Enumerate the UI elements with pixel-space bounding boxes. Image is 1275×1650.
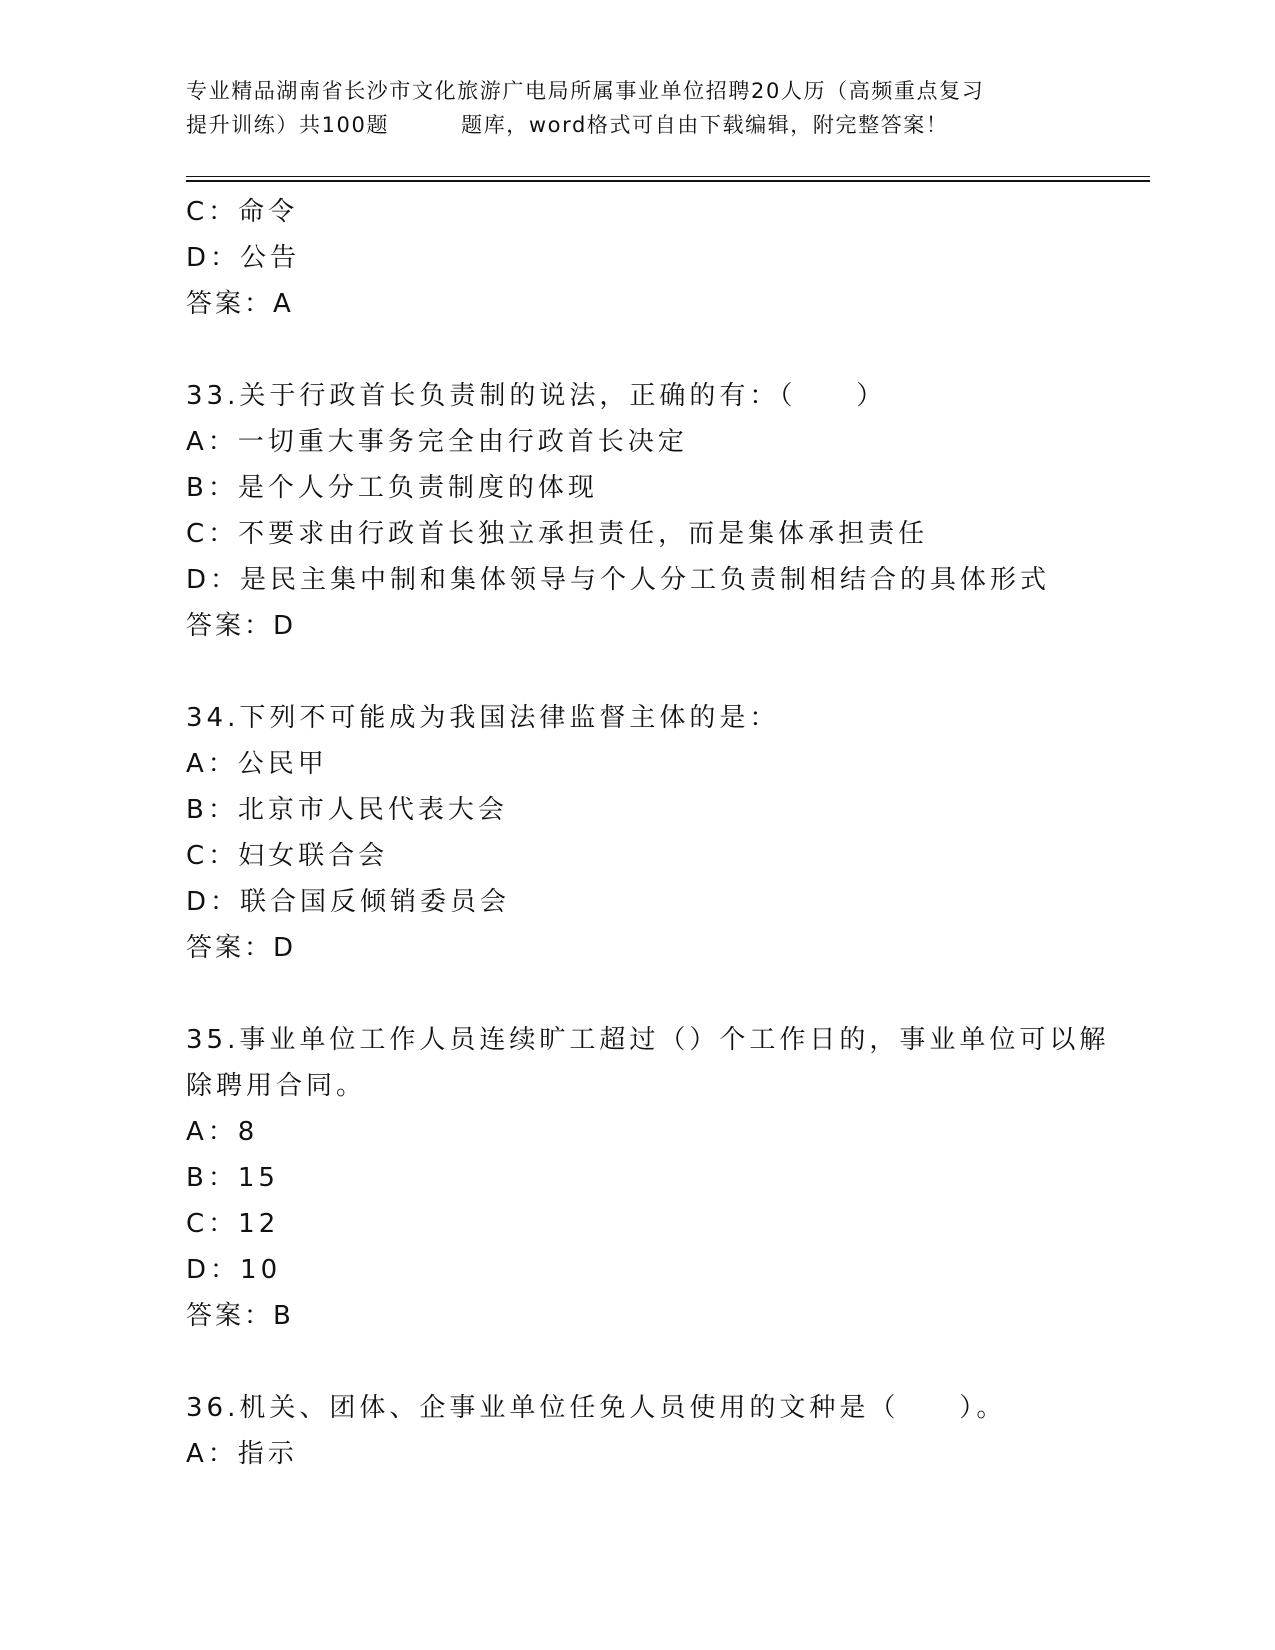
question-32-continued	[186, 189, 1086, 327]
option-c: C：12	[186, 1209, 280, 1239]
option-a: A：指示	[186, 1439, 298, 1469]
header-title-line-2-part-b: 题库，word格式可自由下载编辑，附完整答案！	[461, 113, 949, 137]
header-divider-thick	[186, 180, 1150, 182]
question-stem: 33.关于行政首长负责制的说法，正确的有：（ ）	[186, 381, 887, 411]
option-d: D：公告	[186, 243, 301, 273]
option-c: C：命令	[186, 197, 299, 227]
question-gap	[186, 649, 1086, 695]
question-gap	[186, 327, 1086, 373]
answer-line: 答案：D	[186, 611, 297, 641]
document-header	[186, 74, 1086, 142]
question-33	[186, 373, 1086, 649]
question-gap	[186, 971, 1086, 1017]
option-a: A：公民甲	[186, 749, 328, 779]
question-35	[186, 1017, 1110, 1339]
answer-line: 答案：D	[186, 933, 297, 963]
option-b: B：15	[186, 1163, 279, 1193]
question-36	[186, 1385, 1086, 1477]
option-d: D：是民主集中制和集体领导与个人分工负责制相结合的具体形式	[186, 565, 1051, 595]
answer-line: 答案：B	[186, 1301, 294, 1331]
header-divider-thin	[186, 176, 1150, 177]
option-b: B：是个人分工负责制度的体现	[186, 473, 598, 503]
option-c: C：妇女联合会	[186, 841, 389, 871]
question-gap	[186, 1339, 1086, 1385]
header-title-line-2-part-a: 提升训练）共100题	[186, 113, 390, 137]
option-c: C：不要求由行政首长独立承担责任，而是集体承担责任	[186, 519, 929, 549]
question-stem-line-1: 35.事业单位工作人员连续旷工超过（）个工作日的，事业单位可以解	[186, 1025, 1110, 1055]
option-a: A：一切重大事务完全由行政首长决定	[186, 427, 688, 457]
question-34	[186, 695, 1086, 971]
header-title-line-1: 专业精品湖南省长沙市文化旅游广电局所属事业单位招聘20人历（高频重点复习	[186, 79, 985, 103]
question-stem: 34.下列不可能成为我国法律监督主体的是：	[186, 703, 780, 733]
answer-line: 答案：A	[186, 289, 294, 319]
question-list	[186, 189, 1110, 1477]
question-stem-line-2: 除聘用合同。	[186, 1071, 367, 1101]
header-title-line-2	[186, 108, 1086, 142]
option-d: D：联合国反倾销委员会	[186, 887, 511, 917]
question-stem: 36.机关、团体、企事业单位任免人员使用的文种是（ ）。	[186, 1393, 1007, 1423]
option-d: D：10	[186, 1255, 282, 1285]
option-b: B：北京市人民代表大会	[186, 795, 508, 825]
option-a: A：8	[186, 1117, 259, 1147]
